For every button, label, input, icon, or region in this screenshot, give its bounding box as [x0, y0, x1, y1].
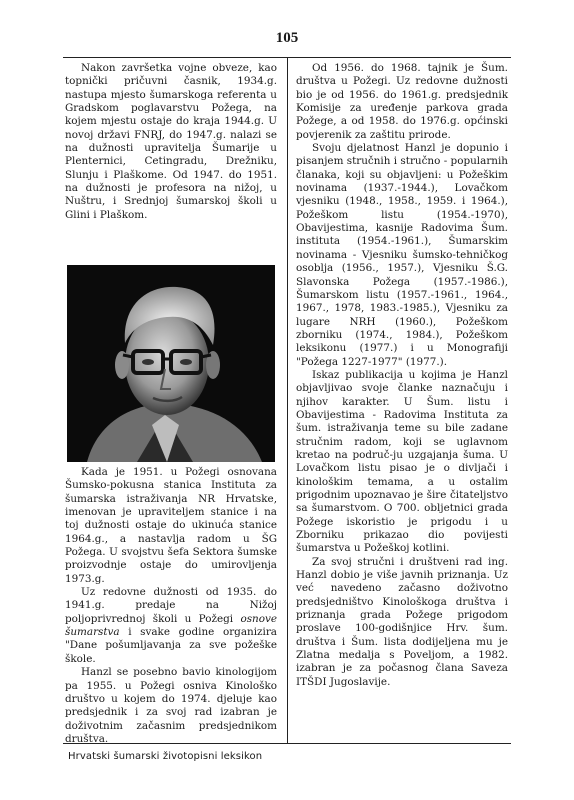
page-number: 105	[275, 30, 299, 46]
paragraph: Nakon završetka vojne obveze, kao topnički pričuvni časnik, 1934.g. nastupa mjesto šumarskoga referenta u Gradskom poglavarstvu Požega, na kojem mjestu ostaje do kraja 1944.g. U novoj državi FNRJ, do 1947.g. nalazi se na dužnosti upravitelja Šumarije u Plenternici, Cetingradu, Drežniku, Slunju i Plaškome. Od 1947. do 1951. na dužnosti je profesora na nižoj, u Nuštru, i Srednjoj šumarskoj školi u Glini i Plaškom.	[65, 62, 277, 221]
paragraph: Hanzl se posebno bavio kinologijom pa 1955. u Požegi osniva Kinološko društvo u kojem do 1974. djeluje kao predsjednik i za svoj rad izabran je doživotnim začasnim predsjednikom društva.	[65, 666, 277, 745]
text-run: Uz redovne dužnosti od 1935. do 1941.g. predaje na Nižoj poljoprivrednoj školi u Požegi	[65, 586, 277, 625]
paragraph: Kada je 1951. u Požegi osnovana Šumsko-pokusna stanica Instituta za šumarska istraživanja NR Hrvatske, imenovan je upraviteljem stanice i na toj dužnosti ostaje do ukinuća stanice 1964.g., a nastavlja radom u ŠG Požega. U svojstvu šefa Sektora šumske proizvodnje ostaje do umirovljenja 1973.g.	[65, 466, 277, 585]
footer-title: Hrvatski šumarski životopisni leksikon	[68, 751, 263, 762]
right-column-text	[296, 62, 508, 689]
column-divider	[287, 57, 288, 743]
emphasis: osnove šumarstva	[65, 612, 277, 639]
paragraph: Iskaz publikacija u kojima je Hanzl objavljivao svoje članke naznačuju i njihov karakter. U Šum. listu i Obavijestima - Radovima Instituta za šum. istraživanja teme su bile zadane stručnim radom, koji se uglavnom kretao na područ-ju uzgajanja šuma. U Lovačkom listu pisao je o divljači i kinološkim temama, a u ostalim prigodnim upoznavao je šire čitateljstvo sa šumarstvom. O 700. obljetnici grada Požege iskoristio je prigodu i u Zborniku prikazao dio povijesti šumarstva u Požeškoj kotlini.	[296, 368, 508, 555]
footer-rule	[63, 743, 511, 744]
left-column-bottom-text	[65, 466, 277, 746]
paragraph: Svoju djelatnost Hanzl je dopunio i pisanjem stručnih i stručno - popularnih članaka, koji su objavljeni: u Požeškim novinama (1937.-1944.), Lovačkom vjesniku (1948., 1958., 1959. i 1964.), Požeškom listu (1954.-1970), Obavijestima, kasnije Radovima Šum. instituta (1954.-1961.), Šumarskim novinama - Vjesniku šumsko-tehničkog osoblja (1956., 1957.), Vjesniku Š.G. Slavonska Požega (1957.-1986.), Šumarskom listu (1957.-1961., 1964., 1967., 1978, 1983.-1985.), Vjesniku za lugare NRH (1960.), Požeškom zborniku (1974., 1984.), Požeškom leksikonu (1977.) i u Monografiji "Požega 1227-1977" (1977.).	[296, 142, 508, 368]
text-run: i svake godine organizira "Dane pošumljavanja za sve požeške škole.	[65, 626, 277, 665]
paragraph: Od 1956. do 1968. tajnik je Šum. društva u Požegi. Uz redovne dužnosti bio je od 1956. do 1961.g. predsjednik Komisije za uređenje parkova grada Požege, a od 1958. do 1976.g. općinski povjerenik za zaštitu prirode.	[296, 62, 508, 141]
paragraph: Za svoj stručni i društveni rad ing. Hanzl dobio je više javnih priznanja. Uz već navedeno začasno doživotno predsjedništvo Kinološkoga društva i priznanja grada Požege prigodom proslave 100-godišnjice Hrv. šum. društva i Šum. lista dodijeljena mu je Zlatna medalja s Poveljom, a 1982. izabran je za počasnog člana Saveza ITŠDI Jugoslavije.	[296, 555, 508, 688]
paragraph	[65, 586, 277, 666]
left-column-top-text	[65, 62, 277, 222]
portrait-photo	[67, 265, 275, 462]
